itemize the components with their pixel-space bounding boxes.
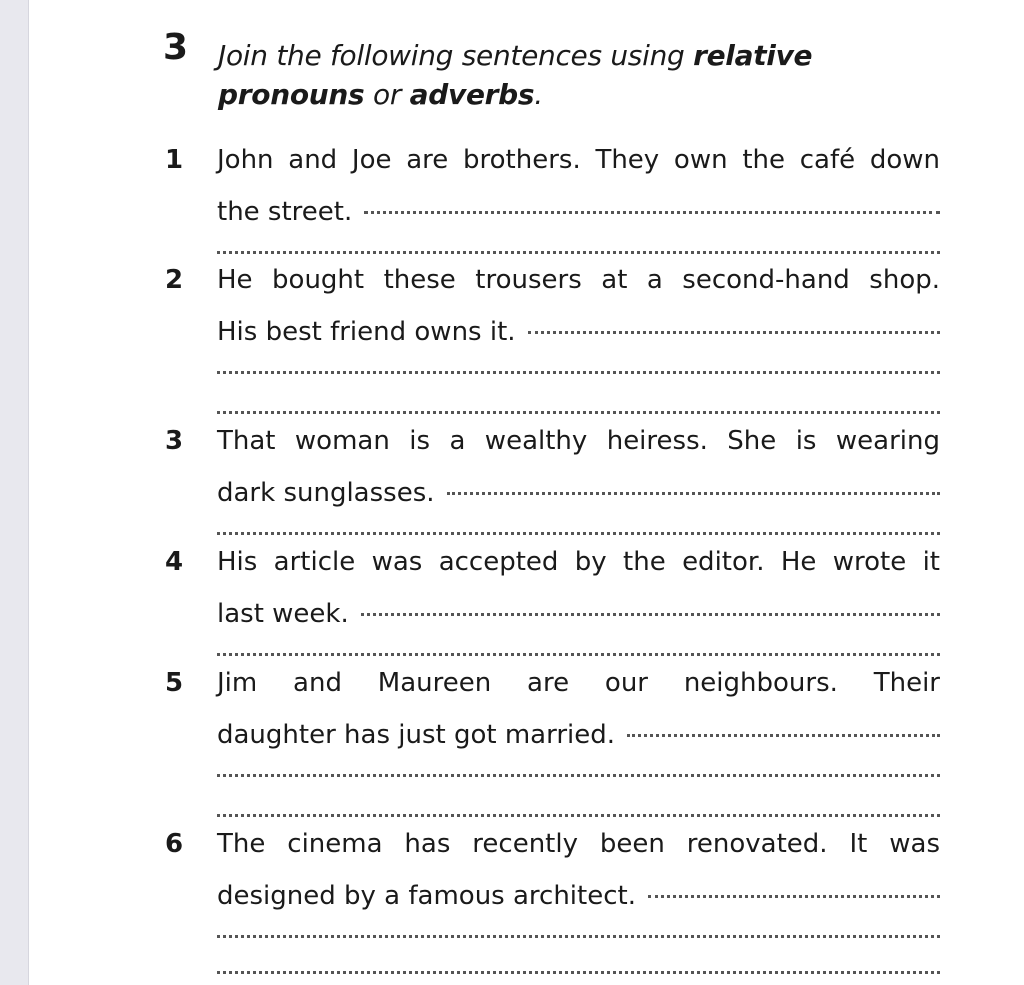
exercise-instruction	[218, 36, 943, 114]
item-sentence-line-2	[217, 582, 940, 629]
answer-line-row	[217, 743, 940, 783]
answer-line[interactable]	[217, 340, 940, 380]
item-body	[217, 140, 940, 260]
answer-line[interactable]	[217, 220, 940, 260]
item-sentence-line-1: He bought these trousers at a second-hand shop.	[217, 265, 940, 295]
instruction-period: .	[534, 78, 543, 111]
item-body	[217, 260, 940, 420]
item-sentence-line-2	[217, 864, 940, 911]
item-number: 6	[165, 829, 184, 859]
answer-line[interactable]	[217, 501, 940, 541]
answer-line[interactable]	[217, 380, 940, 420]
answer-line-row	[217, 340, 940, 380]
answer-line[interactable]	[217, 622, 940, 662]
item-sentence-line-1: Jim and Maureen are our neighbours. Their	[217, 668, 940, 698]
answer-line[interactable]	[447, 461, 940, 501]
item-number: 2	[165, 265, 184, 295]
answer-line[interactable]	[364, 180, 940, 220]
item-sentence-line-2	[217, 703, 940, 750]
instruction-text: Join the following sentences using	[218, 39, 694, 72]
instruction-bold-adverbs: adverbs	[409, 78, 535, 111]
item-sentence-line-2	[217, 300, 940, 347]
instruction-text-or: or	[364, 78, 410, 111]
item-body	[217, 663, 940, 823]
item-sentence-line-2	[217, 180, 940, 227]
item-sentence-line-1: The cinema has recently been renovated. It was	[217, 829, 940, 859]
answer-line[interactable]	[627, 703, 940, 743]
answer-line-row	[217, 622, 940, 662]
item-sentence-line-2	[217, 461, 940, 508]
item-number: 5	[165, 668, 184, 698]
answer-line[interactable]	[528, 300, 940, 340]
item-sentence-text: the street.	[217, 197, 353, 227]
item-body	[217, 824, 940, 980]
answer-line[interactable]	[217, 904, 940, 944]
answer-line[interactable]	[217, 944, 940, 980]
instruction-bold-relative-pronouns: relative pronouns	[218, 39, 813, 111]
item-sentence-line-1: That woman is a wealthy heiress. She is wearing	[217, 426, 940, 456]
item-number: 4	[165, 547, 184, 577]
answer-line[interactable]	[217, 783, 940, 823]
answer-line-row	[217, 501, 940, 541]
answer-line[interactable]	[217, 743, 940, 783]
item-sentence-text: designed by a famous architect.	[217, 881, 636, 911]
item-number: 3	[165, 426, 184, 456]
exercise-number: 3	[163, 27, 189, 68]
answer-line-row	[217, 220, 940, 260]
answer-line-row	[217, 904, 940, 944]
item-body	[217, 421, 940, 541]
item-sentence-text: daughter has just got married.	[217, 720, 616, 750]
answer-line-row	[217, 380, 940, 420]
item-number: 1	[165, 145, 184, 175]
answer-line-row	[217, 944, 940, 980]
item-sentence-text: dark sunglasses.	[217, 478, 435, 508]
item-sentence-line-1: His article was accepted by the editor. He wrote it	[217, 547, 940, 577]
answer-line[interactable]	[648, 864, 940, 904]
answer-line[interactable]	[361, 582, 940, 622]
item-sentence-line-1: John and Joe are brothers. They own the café down	[217, 145, 940, 175]
item-sentence-text: His best friend owns it.	[217, 317, 516, 347]
item-body	[217, 542, 940, 662]
item-sentence-text: last week.	[217, 599, 349, 629]
answer-line-row	[217, 783, 940, 823]
